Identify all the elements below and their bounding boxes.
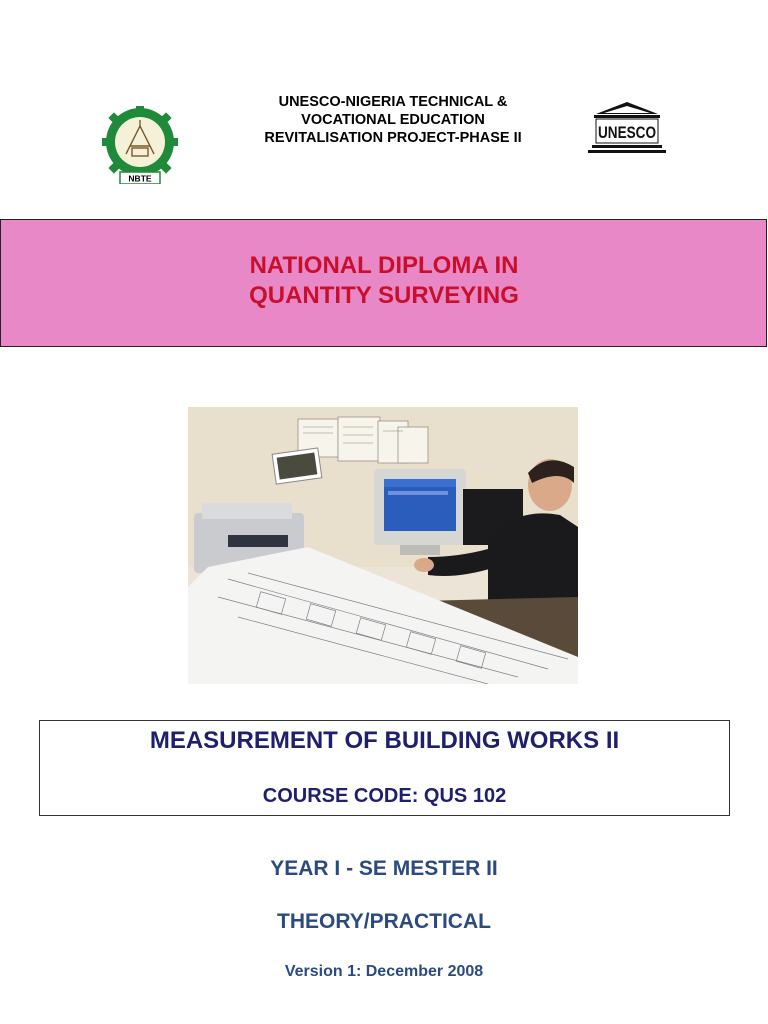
course-code: COURSE CODE: QUS 102 [262, 785, 507, 807]
header-line-1: UNESCO-NIGERIA TECHNICAL & [278, 94, 508, 110]
unesco-logo-text: UNESCO [598, 123, 656, 142]
year-semester: YEAR I - SE MESTER II [270, 857, 498, 880]
cover-photo [188, 407, 578, 684]
course-title: MEASUREMENT OF BUILDING WORKS II [149, 727, 620, 754]
diploma-title-line-1: NATIONAL DIPLOMA IN [249, 252, 519, 279]
diploma-title [0, 251, 768, 311]
unesco-logo [586, 100, 668, 158]
header-line-2: VOCATIONAL EDUCATION [301, 112, 485, 128]
course-mode: THEORY/PRACTICAL [277, 910, 491, 933]
version-date: Version 1: December 2008 [284, 963, 484, 980]
nbte-logo [96, 106, 184, 184]
project-header [230, 93, 556, 147]
diploma-title-line-2: QUANTITY SURVEYING [249, 282, 519, 309]
nbte-logo-text: NBTE [128, 173, 152, 184]
header-line-3: REVITALISATION PROJECT-PHASE II [264, 130, 522, 146]
